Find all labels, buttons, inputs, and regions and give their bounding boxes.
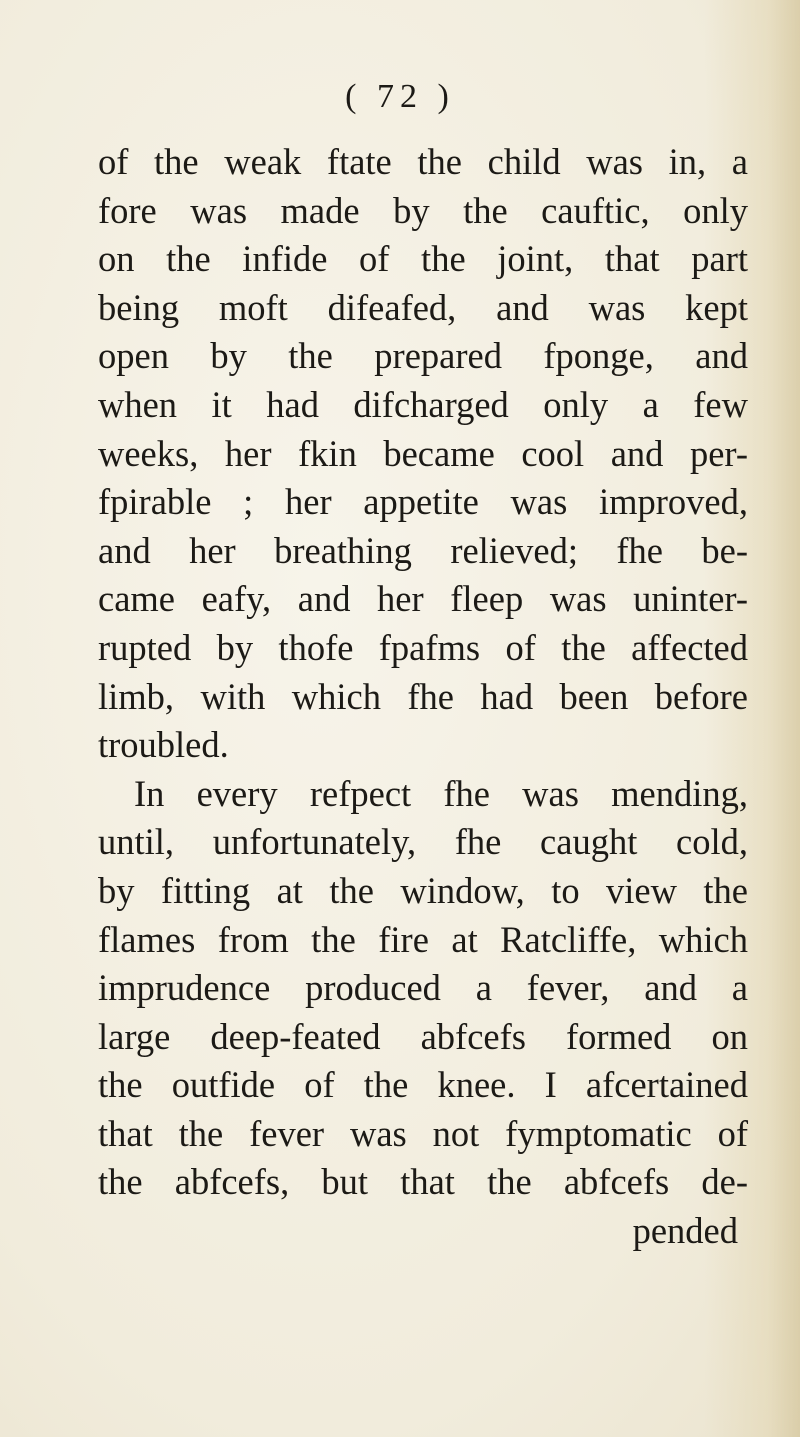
text-line: and her breathing relieved; fhe be- xyxy=(98,529,748,571)
text-line: until, unfortunately, fhe caught cold, xyxy=(98,821,748,863)
text-line: when it had difcharged only a few xyxy=(98,383,748,425)
text-line: imprudence produced a fever, and a xyxy=(98,967,748,1009)
paragraph-2 xyxy=(98,770,748,1207)
text-line: fore was made by the cauftic, only xyxy=(98,189,748,231)
text-line: limb, with which fhe had been before xyxy=(98,675,748,717)
text-line: on the infide of the joint, that part xyxy=(98,238,748,280)
text-line: flames from the fire at Ratcliffe, which xyxy=(98,918,748,960)
text-line: came eafy, and her fleep was uninter- xyxy=(98,578,748,620)
catchword: pended xyxy=(632,1210,738,1252)
text-line: large deep-feated abfcefs formed on xyxy=(98,1015,748,1057)
text-line: weeks, her fkin became cool and per- xyxy=(98,432,748,474)
text-line: being moft difeafed, and was kept xyxy=(98,286,748,328)
text-line: fpirable ; her appetite was improved, xyxy=(98,481,748,523)
body-text xyxy=(98,138,748,1256)
text-line: by fitting at the window, to view the xyxy=(98,869,748,911)
text-line: the outfide of the knee. I afcertained xyxy=(98,1064,748,1106)
text-line: open by the prepared fponge, and xyxy=(98,335,748,377)
text-line: troubled. xyxy=(98,724,229,766)
text-line: In every refpect fhe was mending, xyxy=(134,772,748,814)
text-line: that the fever was not fymptomatic of xyxy=(98,1112,748,1154)
text-line: of the weak ftate the child was in, a xyxy=(98,141,748,182)
page-number: ( 72 ) xyxy=(345,78,455,115)
paragraph-1 xyxy=(98,138,748,770)
text-line: the abfcefs, but that the abfcefs de- xyxy=(98,1161,748,1203)
text-line: rupted by thofe fpafms of the affected xyxy=(98,626,748,668)
